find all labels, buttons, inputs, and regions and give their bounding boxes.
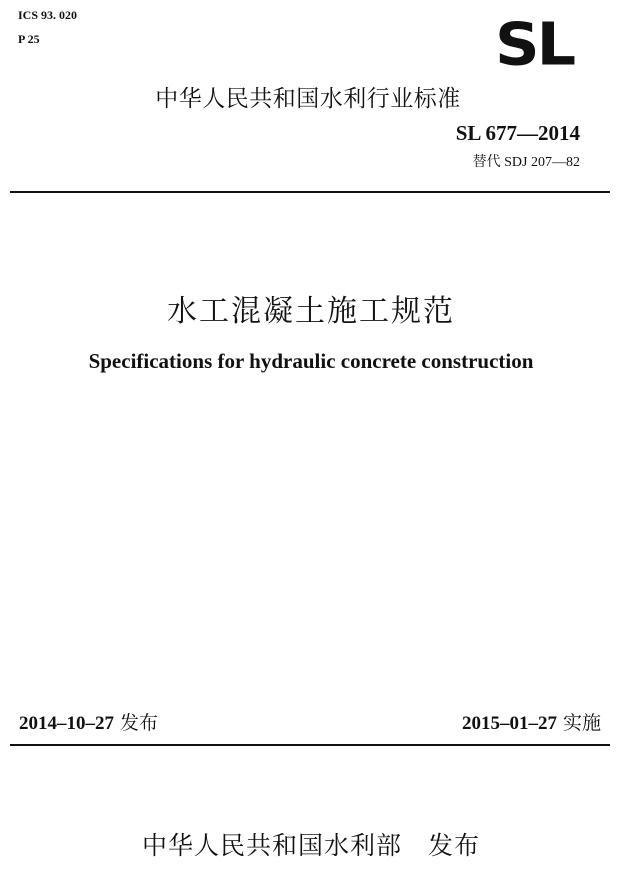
publisher: 中华人民共和国水利部 发布 (141, 831, 480, 860)
ics-code: ICS 93. 020 (18, 8, 78, 22)
issue-date: 2014–10–27 (19, 713, 114, 734)
implement-date: 2015–01–27 (461, 713, 557, 734)
bottom-divider (10, 744, 610, 746)
document-title-en: Specifications for hydraulic concrete construction (88, 349, 534, 373)
implement-label: 实施 (562, 712, 601, 734)
implement-date-block (462, 708, 601, 735)
top-divider (10, 191, 610, 193)
standard-number: SL 677—2014 (455, 121, 580, 145)
replaces-standard: 替代 SDJ 207—82 (472, 155, 580, 170)
sl-logo: SL (495, 9, 574, 79)
document-title-cn: 水工混凝土施工规范 (167, 294, 455, 329)
issue-label: 发布 (120, 712, 159, 734)
standard-series: 中华人民共和国水利行业标准 (155, 86, 461, 112)
p-code: P 25 (18, 32, 40, 46)
issue-date-block (19, 708, 158, 735)
